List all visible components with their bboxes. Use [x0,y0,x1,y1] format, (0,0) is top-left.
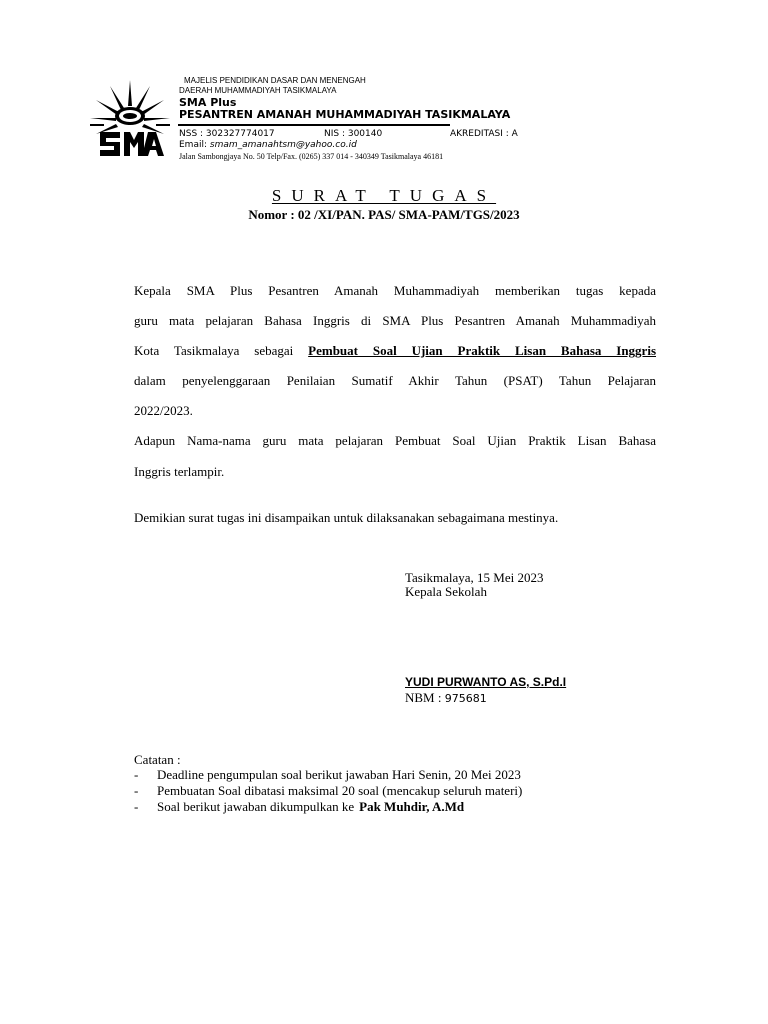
body-line-4: dalam penyelenggaraan Penilaian Sumatif Akhir Tahun (PSAT) Tahun Pelajaran [134,373,656,388]
note-text: Pembuatan Soal dibatasi maksimal 20 soal (mencakup seluruh materi) [157,783,523,798]
list-item [134,783,522,799]
list-item [134,799,522,815]
note-recipient: Pak Muhdir, A.Md [359,799,465,814]
list-item [134,767,522,783]
header-nis: NIS : 300140 [324,129,383,139]
list-dash: - [134,783,139,798]
notes-label: Catatan : [134,752,181,767]
header-address: Jalan Sambongjaya No. 50 Telp/Fax. (0265) 337 014 - 340349 Tasikmalaya 46181 [179,152,444,161]
list-dash: - [134,767,139,782]
header-email-label: Email: [179,140,208,150]
signature-nbm-value: 975681 [444,692,487,705]
note-text: Deadline pengumpulan soal berikut jawaban Hari Senin, 20 Mei 2023 [157,767,521,782]
muhammadiyah-logo [88,76,172,160]
header-nss: NSS : 302327774017 [179,129,275,139]
document-title: SURAT TUGAS [271,186,497,205]
body-line-1: Kepala SMA Plus Pesantren Amanah Muhammadiyah memberikan tugas kepada [134,283,656,298]
signature-place-date: Tasikmalaya, 15 Mei 2023 [405,570,544,585]
header-email [179,140,357,151]
body-line-3-prefix: Kota Tasikmalaya sebagai [134,343,294,358]
signature-position: Kepala Sekolah [405,584,487,599]
body-line-3 [134,343,656,359]
body-line-6: Adapun Nama-nama guru mata pelajaran Pembuat Soal Ujian Praktik Lisan Bahasa [134,433,656,448]
header-line-daerah: DAERAH MUHAMMADIYAH TASIKMALAYA [179,86,337,95]
signature-name: YUDI PURWANTO AS, S.Pd.I [405,675,567,689]
header-email-value: smam_amanahtsm@yahoo.co.id [209,140,357,150]
document-number: Nomor : 02 /XI/PAN. PAS/ SMA-PAM/TGS/2023 [248,207,520,222]
list-dash: - [134,799,139,814]
closing-statement: Demikian surat tugas ini disampaikan untuk dilaksanakan sebagaimana mestinya. [134,510,559,525]
task-title: Pembuat Soal Ujian Praktik Lisan Bahasa Inggris [308,343,656,358]
notes-list [134,767,522,815]
body-line-2: guru mata pelajaran Bahasa Inggris di SMA Plus Pesantren Amanah Muhammadiyah [134,313,656,328]
body-line-7: Inggris terlampir. [134,464,225,479]
header-school-type: SMA Plus [179,96,237,109]
body-line-5: 2022/2023. [134,403,193,418]
header-akreditasi: AKREDITASI : A [450,129,518,139]
header-line-majelis: MAJELIS PENDIDIKAN DASAR DAN MENENGAH [184,76,366,85]
header-school-name: PESANTREN AMANAH MUHAMMADIYAH TASIKMALAYA [179,108,511,121]
signature-nbm [405,690,487,706]
signature-nbm-label: NBM : [405,690,442,705]
note-text: Soal berikut jawaban dikumpulkan ke [157,799,355,814]
header-divider [178,124,450,126]
